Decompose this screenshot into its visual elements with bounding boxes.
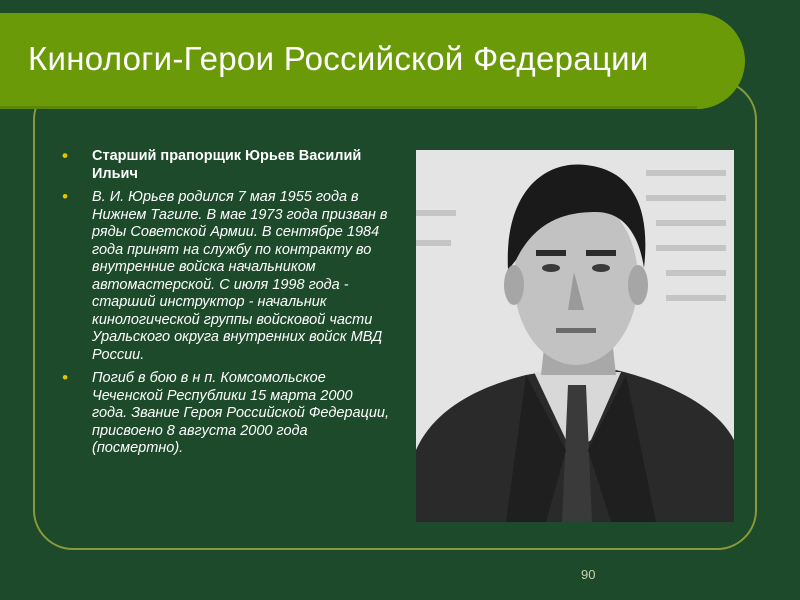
bullet-text: В. И. Юрьев родился 7 мая 1955 года в Нижнем Тагиле. В мае 1973 года призван в ряды Советской Армии. В сентябре 1984 года принят на службу по контракту во внутренние войска начальником автомастерской. С июля 1998 года - старший инструктор - начальник кинологической группы войсковой части Уральского округа внутренних войск МВД России. bbox=[92, 189, 388, 363]
bullet-item-biography bbox=[62, 189, 390, 364]
bullet-text: Старший прапорщик Юрьев Василий Ильич bbox=[92, 148, 362, 182]
page-number: 90 bbox=[581, 567, 596, 582]
bullet-list bbox=[62, 148, 390, 464]
slide-title: Кинологи-Герои Российской Федерации bbox=[28, 40, 649, 77]
bullet-text: Погиб в бою в н п. Комсомольское Чеченской Республики 15 марта 2000 года. Звание Героя Российской Федерации, присвоено 8 августа 2000 года (посмертно). bbox=[92, 370, 389, 456]
portrait-image bbox=[416, 150, 734, 522]
title-bar-underline bbox=[0, 106, 697, 109]
bullet-icon: • bbox=[62, 146, 68, 165]
bullet-item-death bbox=[62, 370, 390, 458]
portrait-photo bbox=[416, 150, 734, 522]
bullet-icon: • bbox=[62, 368, 68, 387]
bullet-item-name bbox=[62, 148, 390, 183]
bullet-icon: • bbox=[62, 187, 68, 206]
